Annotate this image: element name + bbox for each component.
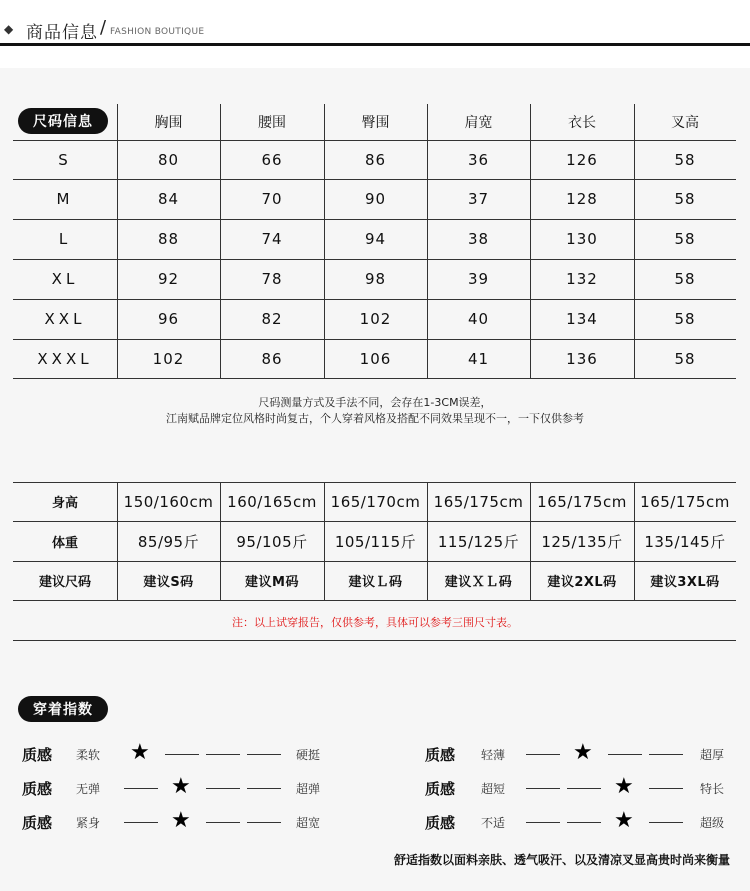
header-title: 商品信息: [26, 23, 98, 43]
wear-high-text: 超级: [700, 816, 725, 830]
fit-value: 165/175cm: [537, 492, 627, 511]
size-value: 96: [157, 310, 180, 328]
fit-value: 165/170cm: [330, 492, 421, 511]
rating-star-icon: ★: [171, 774, 191, 799]
fit-value: 85/95斤: [137, 532, 200, 551]
wear-low-text: 柔软: [76, 748, 101, 762]
fit-table-row-line: [13, 600, 736, 601]
rating-segment: [526, 788, 560, 789]
wear-low-text: 超短: [481, 782, 506, 796]
fit-remark: 注：以上试穿报告，仅供参考，具体可以参考三围尺寸表。: [232, 616, 518, 629]
wear-high-text: 超弹: [296, 782, 321, 796]
fit-row-label: 体重: [51, 535, 78, 551]
size-value: 102: [359, 310, 392, 328]
rating-segment: [247, 822, 281, 823]
rating-star-icon: ★: [614, 774, 634, 799]
note-line-1: 尺码测量方式及手法不同，会存在1-3CM误差，: [258, 396, 492, 409]
size-value: 134: [566, 310, 598, 328]
size-label: L: [58, 230, 72, 248]
fit-value: 105/115斤: [334, 532, 417, 551]
fit-value: 建议3XL码: [650, 575, 720, 590]
size-label: M: [56, 190, 74, 208]
fit-value: 125/135斤: [541, 532, 623, 551]
size-table-badge: 尺码信息: [18, 108, 108, 134]
size-value: 58: [674, 190, 696, 208]
size-value: 37: [467, 190, 490, 208]
rating-segment: [124, 822, 158, 823]
size-value: 102: [152, 349, 185, 368]
size-col-header: 叉高: [671, 115, 699, 131]
size-value: 38: [467, 230, 490, 248]
size-label: XL: [51, 270, 79, 288]
rating-segment: [206, 788, 240, 789]
size-value: 39: [467, 270, 490, 288]
size-label: XXXL: [37, 349, 93, 368]
wear-label: 质感: [22, 780, 53, 798]
rating-segment: [165, 754, 199, 755]
size-label: XXL: [44, 310, 86, 328]
fit-value: 165/175cm: [433, 492, 524, 511]
size-value: 36: [467, 150, 490, 169]
wear-high-text: 硬挺: [296, 748, 321, 762]
size-col-header: 衣长: [568, 115, 596, 131]
size-col-header: 腰围: [258, 115, 286, 131]
size-value: 66: [261, 150, 283, 169]
fit-value: 150/160cm: [123, 492, 214, 511]
rating-segment: [124, 788, 158, 789]
rating-segment: [247, 788, 281, 789]
fit-value: 建议2XL码: [547, 575, 617, 590]
wear-label: 质感: [22, 746, 53, 764]
wear-low-text: 紧身: [76, 816, 101, 830]
size-value: 58: [674, 310, 696, 328]
size-value: 128: [566, 190, 598, 208]
wear-high-text: 超宽: [296, 816, 321, 830]
wear-label: 质感: [22, 814, 53, 832]
size-value: 84: [157, 190, 180, 208]
rating-segment: [526, 754, 560, 755]
rating-segment: [567, 822, 601, 823]
fit-value: 160/165cm: [227, 492, 317, 511]
rating-star-icon: ★: [573, 740, 593, 765]
wear-label: 质感: [425, 814, 456, 832]
fit-value: 建议ＸＬ码: [444, 575, 513, 590]
size-value: 80: [157, 150, 180, 169]
fit-row-label: 建议尺码: [38, 575, 91, 590]
wear-high-text: 超厚: [700, 748, 725, 762]
rating-segment: [567, 788, 601, 789]
wear-label: 质感: [425, 780, 456, 798]
rating-segment: [247, 754, 281, 755]
size-value: 70: [261, 190, 283, 208]
wear-low-text: 不适: [481, 816, 506, 830]
rating-segment: [206, 822, 240, 823]
fit-value: 建议M码: [245, 575, 299, 590]
rating-segment: [526, 822, 560, 823]
size-table-row-line: [13, 378, 736, 379]
fit-value: 135/145斤: [644, 532, 726, 551]
size-value: 98: [364, 270, 387, 288]
rating-segment: [608, 754, 642, 755]
size-value: 88: [157, 230, 180, 248]
fit-value: 165/175cm: [640, 492, 730, 511]
diamond-icon: ◆: [4, 22, 14, 36]
fit-value: 115/125斤: [437, 532, 520, 551]
size-col-header: 胸围: [154, 115, 183, 131]
header-rule: [0, 43, 750, 46]
size-value: 74: [261, 230, 283, 248]
size-value: 58: [674, 270, 696, 288]
wear-footer: 舒适指数以面料亲肤、透气吸汗、以及清凉叉显高贵时尚来衡量: [393, 853, 730, 867]
fit-value: 建议Ｌ码: [348, 575, 403, 590]
header-subtitle: FASHION BOUTIQUE: [110, 27, 205, 37]
size-value: 58: [674, 349, 696, 368]
size-value: 86: [364, 150, 387, 169]
rating-segment: [649, 822, 683, 823]
size-value: 82: [261, 310, 283, 328]
wear-low-text: 轻薄: [481, 748, 506, 762]
fit-value: 95/105斤: [236, 532, 308, 551]
fit-row-label: 身高: [51, 496, 78, 511]
size-value: 126: [566, 150, 598, 169]
size-value: 132: [566, 270, 598, 288]
size-value: 58: [674, 230, 696, 248]
size-value: 40: [467, 310, 490, 328]
size-value: 130: [566, 230, 598, 248]
size-value: 86: [261, 349, 283, 368]
header-slash: /: [100, 17, 107, 38]
rating-star-icon: ★: [171, 808, 191, 833]
size-value: 136: [566, 349, 598, 368]
fit-value: 建议S码: [143, 575, 194, 590]
page-header: [0, 0, 750, 46]
rating-segment: [649, 754, 683, 755]
size-value: 41: [467, 349, 490, 368]
rating-star-icon: ★: [130, 740, 150, 765]
wear-index-badge: 穿着指数: [18, 696, 108, 722]
size-value: 94: [364, 230, 387, 248]
remark-divider: [13, 640, 736, 641]
size-value: 90: [364, 190, 387, 208]
size-col-header: 臀围: [361, 115, 390, 131]
wear-low-text: 无弹: [76, 782, 101, 796]
size-value: 106: [359, 349, 392, 368]
wear-label: 质感: [425, 746, 456, 764]
size-value: 92: [157, 270, 180, 288]
rating-segment: [206, 754, 240, 755]
size-value: 58: [674, 150, 696, 169]
rating-star-icon: ★: [614, 808, 634, 833]
size-col-header: 肩宽: [464, 115, 493, 131]
note-line-2: 江南赋品牌定位风格时尚复古，个人穿着风格及搭配不同效果呈现不一，一下仅供参考: [166, 412, 584, 425]
rating-segment: [649, 788, 683, 789]
size-label: S: [58, 150, 72, 169]
size-value: 78: [261, 270, 283, 288]
wear-high-text: 特长: [700, 782, 725, 796]
